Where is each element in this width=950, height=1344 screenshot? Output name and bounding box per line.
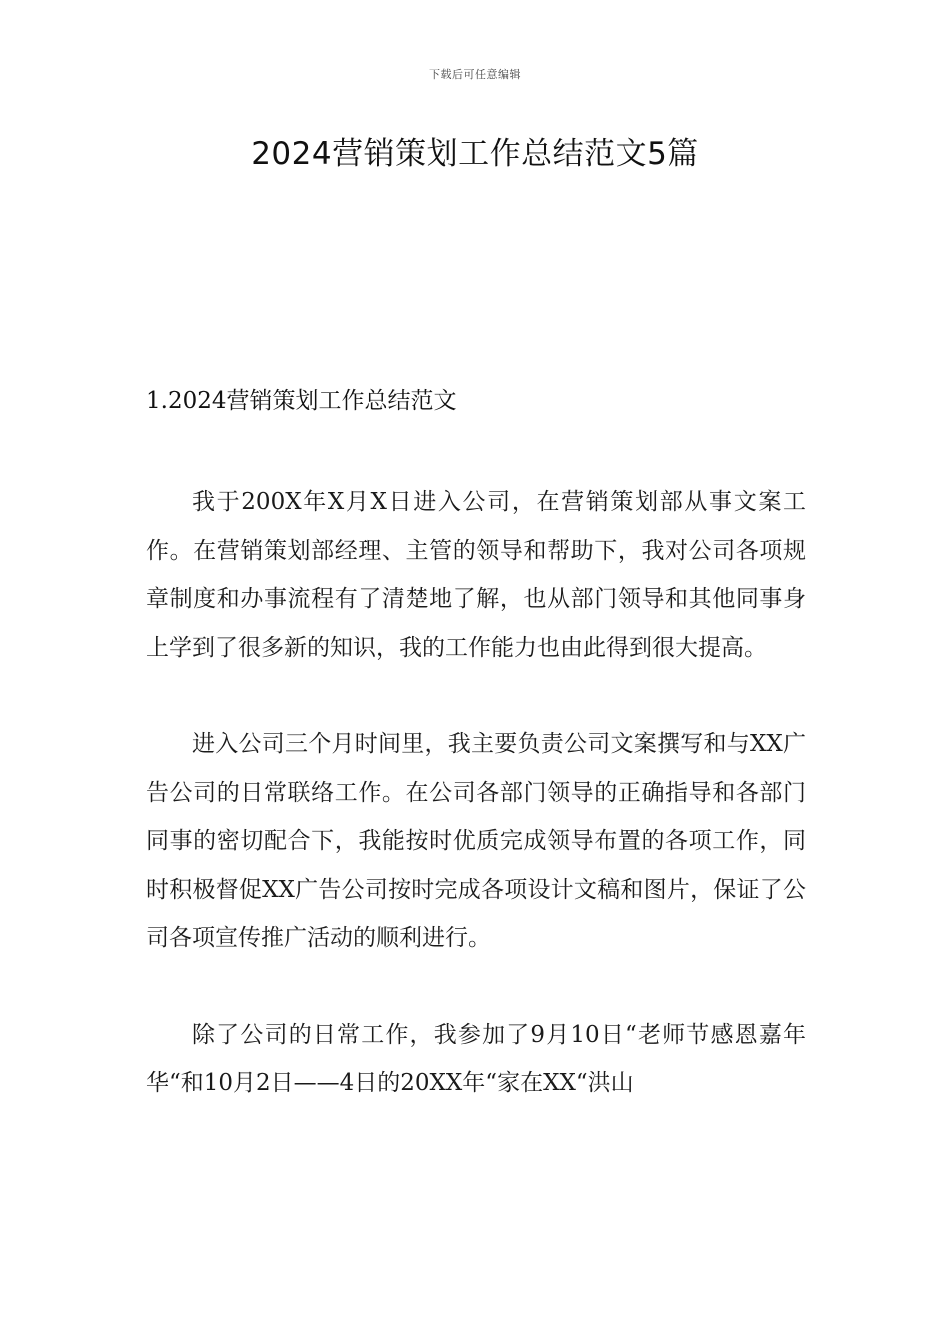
- document-title: 2024营销策划工作总结范文5篇: [251, 136, 699, 172]
- paragraph-1: 我于200X年X月X日进入公司，在营销策划部从事文案工作。在营销策划部经理、主管的领导和帮助下，我对公司各项规章制度和办事流程有了清楚地了解，也从部门领导和其他同事身上学到了很多新的知识，我的工作能力也由此得到很大提高。: [146, 489, 806, 661]
- header-note: 下载后可任意编辑: [429, 68, 521, 81]
- section-heading: 1.2024营销策划工作总结范文: [146, 388, 457, 414]
- paragraph-2: 进入公司三个月时间里，我主要负责公司文案撰写和与XX广告公司的日常联络工作。在公司各部门领导的正确指导和各部门同事的密切配合下，我能按时优质完成领导布置的各项工作，同时积极督促XX广告公司按时完成各项设计文稿和图片，保证了公司各项宣传推广活动的顺利进行。: [146, 731, 806, 951]
- document-body: [146, 478, 806, 1156]
- paragraph-3: 除了公司的日常工作，我参加了9月10日“老师节感恩嘉年华“和10月2日——4日的20XX年“家在XX“洪山: [146, 1021, 806, 1096]
